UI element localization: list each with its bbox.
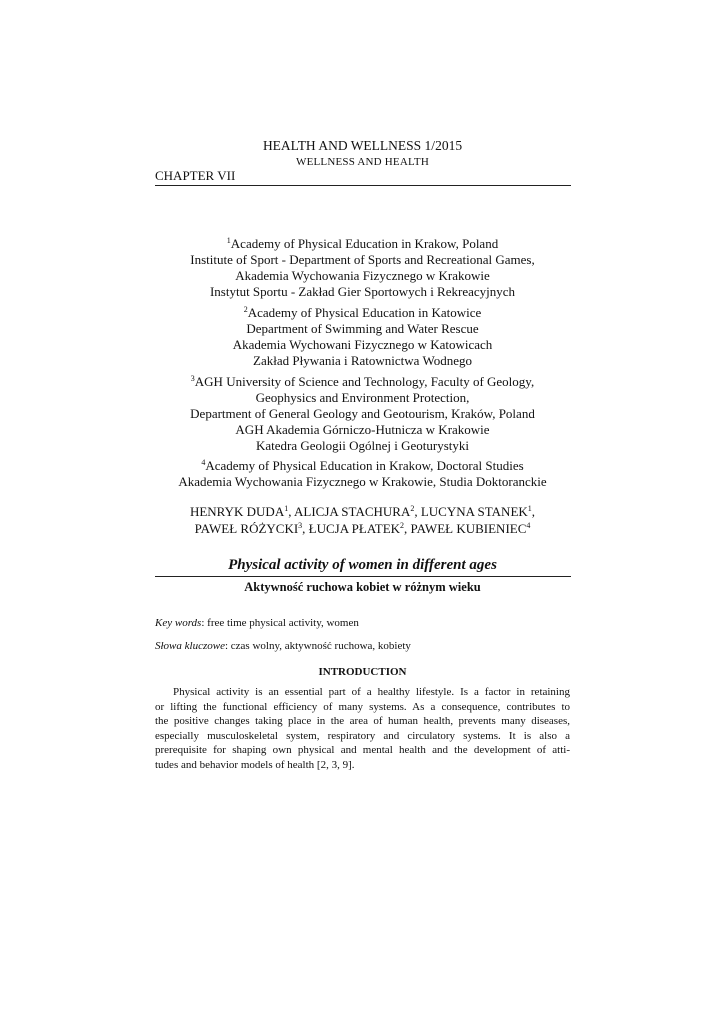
paper-title: Physical activity of women in different ages <box>228 557 497 573</box>
author-name: PAWEŁ RÓŻYCKI <box>194 521 299 536</box>
paragraph-line: the positive changes taking place in the area of human health, prevents many diseases, <box>155 715 570 728</box>
author-affiliation-ref: 1 <box>527 504 532 513</box>
author-name: ALICJA STACHURA <box>294 504 411 519</box>
author-list: HENRYK DUDA$^1$, ALICJA STACHURA$^2$, LUCYNA STANEK$^1$, PAWEŁ RÓŻYCKI$^3$, ŁUCJA PŁATEK$^2$, PAWEŁ KUBIENIEC$^4$ <box>189 504 536 536</box>
author-affiliation-ref: 4 <box>526 521 531 530</box>
author-affiliation-ref: 1 <box>284 504 289 513</box>
paragraph-line: or lifting the functional efficiency of many systems. As a consequence, contributes to <box>155 700 570 713</box>
chapter-label: CHAPTER VII <box>155 168 236 183</box>
keywords-pl <box>155 640 570 652</box>
affiliation-2-number: 2 <box>243 305 248 314</box>
affiliation-2-line: Zakład Pływania i Ratownictwa Wodnego <box>253 353 472 368</box>
author-name: LUCYNA STANEK <box>420 504 528 519</box>
paragraph-line: especially musculoskeletal system, respiratory and circulatory systems. It is also a <box>155 729 570 742</box>
keywords-pl-value: : czas wolny, aktywność ruchowa, kobiety <box>224 640 411 652</box>
paragraph-line: tudes and behavior models of health [2, 3, 9]. <box>155 758 355 771</box>
affiliation-3-line: AGH Akademia Górniczo-Hutnicza w Krakowie <box>235 422 490 437</box>
paragraph-line: Physical activity is an essential part of a healthy lifestyle. Is a factor in retaining <box>173 686 570 698</box>
affiliation-2 <box>155 305 570 369</box>
paragraph-line: prerequisite for shaping own physical and mental health and the development of atti- <box>155 744 570 757</box>
title-rule <box>155 576 571 577</box>
affiliation-3-line: AGH University of Science and Technology, Faculty of Geology, <box>194 374 535 389</box>
affiliation-1-line: Institute of Sport - Department of Sports and Recreational Games, <box>190 252 535 267</box>
affiliation-4-number: 4 <box>201 458 206 467</box>
affiliation-2-line: Akademia Wychowani Fizycznego w Katowicach <box>232 337 493 352</box>
author-name: ŁUCJA PŁATEK <box>308 521 401 536</box>
keywords-en <box>155 617 570 629</box>
author-name: PAWEŁ KUBIENIEC <box>410 521 527 536</box>
affiliation-3 <box>155 374 570 454</box>
affiliation-1 <box>155 236 570 300</box>
affiliation-4 <box>155 458 570 490</box>
section-title: WELLNESS AND HEALTH <box>296 156 429 168</box>
keywords-en-value: : free time physical activity, women <box>201 617 359 629</box>
affiliation-2-line: Department of Swimming and Water Rescue <box>246 321 479 336</box>
affiliation-3-line: Katedra Geologii Ogólnej i Geoturystyki <box>255 438 469 453</box>
introduction-paragraph <box>155 685 570 773</box>
affiliation-3-line: Geophysics and Environment Protection, <box>255 390 470 405</box>
journal-title: HEALTH AND WELLNESS 1/2015 <box>262 138 463 153</box>
affiliation-4-line: Academy of Physical Education in Krakow, Doctoral Studies <box>205 458 524 473</box>
affiliation-2-line: Academy of Physical Education in Katowice <box>247 305 482 320</box>
header-rule <box>155 185 571 186</box>
affiliation-1-line: Instytut Sportu - Zakład Gier Sportowych i Rekreacyjnych <box>209 284 516 299</box>
introduction-heading: INTRODUCTION <box>318 666 407 678</box>
keywords-pl-label: Słowa kluczowe <box>155 640 225 652</box>
affiliation-4-line: Akademia Wychowania Fizycznego w Krakowie, Studia Doktoranckie <box>178 474 547 489</box>
affiliation-1-line: Akademia Wychowania Fizycznego w Krakowie <box>235 268 490 283</box>
keywords-en-label: Key words <box>155 617 202 629</box>
affiliation-1-line: Academy of Physical Education in Krakow, Poland <box>230 236 499 251</box>
affiliation-1-number: 1 <box>226 236 231 245</box>
author-affiliation-ref: 2 <box>400 521 405 530</box>
author-name: HENRYK DUDA <box>189 504 285 519</box>
affiliation-3-number: 3 <box>190 374 195 383</box>
author-affiliation-ref: 3 <box>298 521 303 530</box>
paper-subtitle: Aktywność ruchowa kobiet w różnym wieku <box>244 580 481 594</box>
affiliation-3-line: Department of General Geology and Geotourism, Kraków, Poland <box>190 406 535 421</box>
author-affiliation-ref: 2 <box>410 504 415 513</box>
